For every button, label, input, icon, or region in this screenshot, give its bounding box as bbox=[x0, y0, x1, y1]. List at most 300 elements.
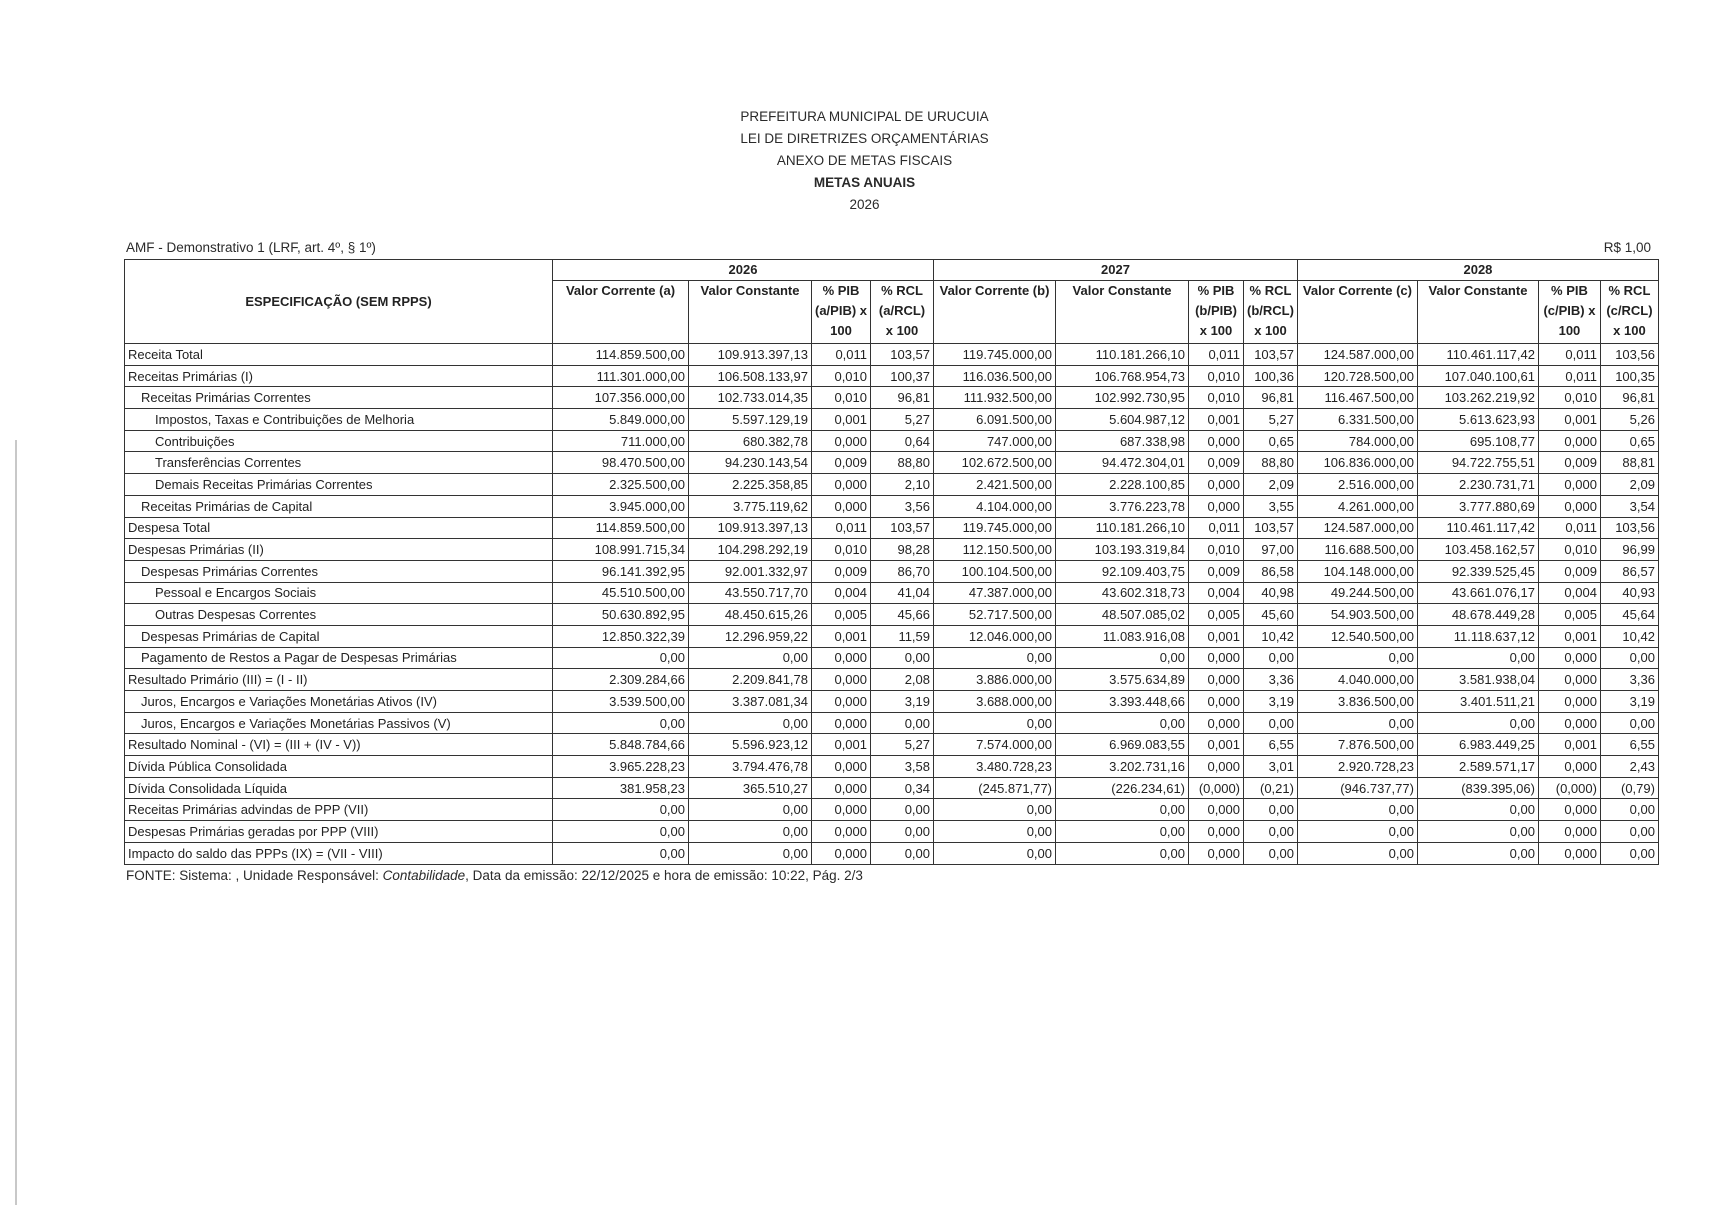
col-valor-constante-2027: Valor Constante bbox=[1056, 281, 1189, 344]
row-value: 680.382,78 bbox=[689, 430, 812, 452]
row-value: 0,00 bbox=[934, 799, 1056, 821]
row-label: Contribuições bbox=[125, 430, 553, 452]
row-value: (0,000) bbox=[1189, 777, 1244, 799]
row-value: 3.539.500,00 bbox=[553, 691, 689, 713]
col-valor-corrente-c: Valor Corrente (c) bbox=[1297, 281, 1417, 344]
row-value: 3.393.448,66 bbox=[1056, 691, 1189, 713]
row-value: 0,000 bbox=[1538, 669, 1600, 691]
row-value: 0,000 bbox=[1538, 691, 1600, 713]
table-row bbox=[125, 539, 1659, 561]
row-value: 43.602.318,73 bbox=[1056, 582, 1189, 604]
row-value: 3.886.000,00 bbox=[934, 669, 1056, 691]
row-value: 3.202.731,16 bbox=[1056, 756, 1189, 778]
row-value: 97,00 bbox=[1244, 539, 1298, 561]
row-value: 6.331.500,00 bbox=[1297, 409, 1417, 431]
row-value: 0,00 bbox=[553, 647, 689, 669]
row-value: 103.193.319,84 bbox=[1056, 539, 1189, 561]
row-value: 107.040.100,61 bbox=[1417, 365, 1538, 387]
row-value: 0,000 bbox=[812, 842, 871, 864]
year-header-2026: 2026 bbox=[553, 260, 934, 281]
row-value: 0,000 bbox=[1538, 495, 1600, 517]
row-value: 0,000 bbox=[1189, 474, 1244, 496]
footer-source bbox=[126, 868, 863, 883]
row-value: 0,000 bbox=[1189, 756, 1244, 778]
row-value: 0,00 bbox=[553, 712, 689, 734]
row-value: 100.104.500,00 bbox=[934, 560, 1056, 582]
row-value: 94.230.143,54 bbox=[689, 452, 812, 474]
row-label: Despesas Primárias de Capital bbox=[125, 625, 553, 647]
row-value: 110.461.117,42 bbox=[1417, 344, 1538, 366]
row-value: 2.309.284,66 bbox=[553, 669, 689, 691]
row-value: 3,36 bbox=[1600, 669, 1658, 691]
row-value: 108.991.715,34 bbox=[553, 539, 689, 561]
row-value: 0,000 bbox=[812, 647, 871, 669]
row-value: 0,00 bbox=[1297, 821, 1417, 843]
row-value: 0,004 bbox=[812, 582, 871, 604]
row-value: 0,001 bbox=[1189, 734, 1244, 756]
row-label: Resultado Primário (III) = (I - II) bbox=[125, 669, 553, 691]
row-value: 0,00 bbox=[1244, 712, 1298, 734]
row-label: Despesa Total bbox=[125, 517, 553, 539]
table-row bbox=[125, 582, 1659, 604]
row-value: 2,10 bbox=[871, 474, 934, 496]
row-value: 102.672.500,00 bbox=[934, 452, 1056, 474]
row-value: 54.903.500,00 bbox=[1297, 604, 1417, 626]
row-value: 4.040.000,00 bbox=[1297, 669, 1417, 691]
row-value: 41,04 bbox=[871, 582, 934, 604]
row-value: 116.467.500,00 bbox=[1297, 387, 1417, 409]
row-value: 0,000 bbox=[1538, 821, 1600, 843]
row-value: 3.575.634,89 bbox=[1056, 669, 1189, 691]
row-value: 5,27 bbox=[1244, 409, 1298, 431]
row-value: 106.836.000,00 bbox=[1297, 452, 1417, 474]
table-body bbox=[125, 344, 1659, 865]
row-label: Dívida Consolidada Líquida bbox=[125, 777, 553, 799]
row-value: 88,80 bbox=[871, 452, 934, 474]
row-value: 114.859.500,00 bbox=[553, 344, 689, 366]
row-value: 3.387.081,34 bbox=[689, 691, 812, 713]
row-value: 0,000 bbox=[812, 777, 871, 799]
row-value: 86,58 bbox=[1244, 560, 1298, 582]
row-value: 0,00 bbox=[1417, 799, 1538, 821]
col-rcl-2028: % RCL (c/RCL) x 100 bbox=[1600, 281, 1658, 344]
row-value: 0,00 bbox=[1600, 842, 1658, 864]
row-value: 0,000 bbox=[812, 495, 871, 517]
row-value: 0,00 bbox=[689, 842, 812, 864]
row-value: 0,009 bbox=[1538, 452, 1600, 474]
row-value: 86,57 bbox=[1600, 560, 1658, 582]
row-label: Receitas Primárias de Capital bbox=[125, 495, 553, 517]
row-value: 3.836.500,00 bbox=[1297, 691, 1417, 713]
row-value: 116.688.500,00 bbox=[1297, 539, 1417, 561]
row-value: 0,011 bbox=[812, 344, 871, 366]
spec-header: ESPECIFICAÇÃO (SEM RPPS) bbox=[125, 260, 553, 344]
row-value: 0,00 bbox=[1244, 821, 1298, 843]
row-value: 124.587.000,00 bbox=[1297, 517, 1417, 539]
row-value: 12.046.000,00 bbox=[934, 625, 1056, 647]
row-value: 12.540.500,00 bbox=[1297, 625, 1417, 647]
demonstrativo-label: AMF - Demonstrativo 1 (LRF, art. 4º, § 1º) bbox=[126, 240, 376, 255]
row-value: 0,000 bbox=[1189, 430, 1244, 452]
row-value: 2.920.728,23 bbox=[1297, 756, 1417, 778]
row-value: 2.228.100,85 bbox=[1056, 474, 1189, 496]
col-valor-constante-2026: Valor Constante bbox=[689, 281, 812, 344]
row-value: 5,27 bbox=[871, 734, 934, 756]
row-value: (946.737,77) bbox=[1297, 777, 1417, 799]
row-value: 103,57 bbox=[1244, 344, 1298, 366]
row-value: 0,00 bbox=[871, 712, 934, 734]
row-value: 0,000 bbox=[1538, 474, 1600, 496]
row-value: 119.745.000,00 bbox=[934, 344, 1056, 366]
row-value: 3.776.223,78 bbox=[1056, 495, 1189, 517]
row-value: 0,000 bbox=[1189, 821, 1244, 843]
row-value: 5.849.000,00 bbox=[553, 409, 689, 431]
row-value: 5.613.623,93 bbox=[1417, 409, 1538, 431]
row-value: 3.401.511,21 bbox=[1417, 691, 1538, 713]
row-value: 110.181.266,10 bbox=[1056, 517, 1189, 539]
header-annex: ANEXO DE METAS FISCAIS bbox=[776, 153, 953, 168]
row-value: 2.589.571,17 bbox=[1417, 756, 1538, 778]
row-label: Despesas Primárias geradas por PPP (VIII) bbox=[125, 821, 553, 843]
col-pib-2028: % PIB (c/PIB) x 100 bbox=[1538, 281, 1600, 344]
table-row bbox=[125, 734, 1659, 756]
row-value: 0,000 bbox=[812, 691, 871, 713]
row-value: 0,004 bbox=[1538, 582, 1600, 604]
row-value: 0,00 bbox=[1600, 647, 1658, 669]
row-value: 0,00 bbox=[1244, 647, 1298, 669]
row-value: 3,54 bbox=[1600, 495, 1658, 517]
row-value: 0,004 bbox=[1189, 582, 1244, 604]
row-value: 5,27 bbox=[871, 409, 934, 431]
row-value: 2.230.731,71 bbox=[1417, 474, 1538, 496]
row-value: 0,00 bbox=[871, 799, 934, 821]
row-value: 0,000 bbox=[1538, 756, 1600, 778]
row-value: 43.550.717,70 bbox=[689, 582, 812, 604]
table-row bbox=[125, 842, 1659, 864]
row-value: 0,00 bbox=[1417, 647, 1538, 669]
row-value: 0,011 bbox=[1538, 344, 1600, 366]
row-value: 0,011 bbox=[812, 517, 871, 539]
row-value: 0,009 bbox=[1189, 452, 1244, 474]
row-value: 0,000 bbox=[1189, 842, 1244, 864]
row-value: 0,00 bbox=[1297, 647, 1417, 669]
row-value: 0,00 bbox=[553, 799, 689, 821]
row-value: 45,64 bbox=[1600, 604, 1658, 626]
row-value: 47.387.000,00 bbox=[934, 582, 1056, 604]
row-value: 0,005 bbox=[1189, 604, 1244, 626]
row-value: 0,010 bbox=[1189, 387, 1244, 409]
row-value: 711.000,00 bbox=[553, 430, 689, 452]
row-value: 111.301.000,00 bbox=[553, 365, 689, 387]
table-row bbox=[125, 777, 1659, 799]
row-value: 0,65 bbox=[1600, 430, 1658, 452]
row-value: 6,55 bbox=[1600, 734, 1658, 756]
table-row bbox=[125, 560, 1659, 582]
row-value: 120.728.500,00 bbox=[1297, 365, 1417, 387]
col-valor-corrente-a: Valor Corrente (a) bbox=[553, 281, 689, 344]
row-value: 6.969.083,55 bbox=[1056, 734, 1189, 756]
row-value: 0,010 bbox=[1538, 539, 1600, 561]
table-row bbox=[125, 821, 1659, 843]
row-value: 107.356.000,00 bbox=[553, 387, 689, 409]
row-label: Despesas Primárias Correntes bbox=[125, 560, 553, 582]
table-row bbox=[125, 756, 1659, 778]
row-value: 11,59 bbox=[871, 625, 934, 647]
metas-anuais-table bbox=[124, 259, 1659, 865]
table-row bbox=[125, 495, 1659, 517]
row-value: 43.661.076,17 bbox=[1417, 582, 1538, 604]
row-value: 0,00 bbox=[1417, 842, 1538, 864]
row-value: 40,98 bbox=[1244, 582, 1298, 604]
row-value: 7.574.000,00 bbox=[934, 734, 1056, 756]
row-value: 0,00 bbox=[1056, 842, 1189, 864]
row-value: 3,01 bbox=[1244, 756, 1298, 778]
row-value: 2.225.358,85 bbox=[689, 474, 812, 496]
row-label: Juros, Encargos e Variações Monetárias Passivos (V) bbox=[125, 712, 553, 734]
row-value: 0,000 bbox=[812, 669, 871, 691]
row-value: 0,011 bbox=[1538, 517, 1600, 539]
row-value: 0,00 bbox=[871, 842, 934, 864]
row-value: 3,56 bbox=[871, 495, 934, 517]
row-value: 110.181.266,10 bbox=[1056, 344, 1189, 366]
row-value: 0,011 bbox=[1189, 344, 1244, 366]
row-value: 0,00 bbox=[871, 647, 934, 669]
row-value: 0,000 bbox=[1189, 647, 1244, 669]
row-value: 49.244.500,00 bbox=[1297, 582, 1417, 604]
row-value: 0,000 bbox=[1538, 430, 1600, 452]
row-value: 40,93 bbox=[1600, 582, 1658, 604]
row-value: 50.630.892,95 bbox=[553, 604, 689, 626]
row-value: 4.104.000,00 bbox=[934, 495, 1056, 517]
row-value: 11.083.916,08 bbox=[1056, 625, 1189, 647]
row-value: (226.234,61) bbox=[1056, 777, 1189, 799]
row-value: 747.000,00 bbox=[934, 430, 1056, 452]
row-value: 0,009 bbox=[1538, 560, 1600, 582]
row-label: Pagamento de Restos a Pagar de Despesas Primárias bbox=[125, 647, 553, 669]
row-value: 0,00 bbox=[1600, 799, 1658, 821]
table-row bbox=[125, 669, 1659, 691]
row-value: 3,55 bbox=[1244, 495, 1298, 517]
table-row bbox=[125, 647, 1659, 669]
row-value: 3.965.228,23 bbox=[553, 756, 689, 778]
row-value: 0,00 bbox=[689, 799, 812, 821]
row-value: 0,010 bbox=[1538, 387, 1600, 409]
footer-unit: Contabilidade bbox=[382, 868, 466, 883]
row-value: 784.000,00 bbox=[1297, 430, 1417, 452]
row-value: 0,00 bbox=[871, 821, 934, 843]
row-value: 48.507.085,02 bbox=[1056, 604, 1189, 626]
row-value: 103,57 bbox=[871, 517, 934, 539]
footer-suffix: , Data da emissão: 22/12/2025 e hora de emissão: 10:22, Pág. 2/3 bbox=[465, 868, 863, 883]
row-value: 109.913.397,13 bbox=[689, 517, 812, 539]
row-value: 98,28 bbox=[871, 539, 934, 561]
row-value: 3,19 bbox=[1244, 691, 1298, 713]
row-value: 0,00 bbox=[1056, 712, 1189, 734]
row-value: 0,011 bbox=[1189, 517, 1244, 539]
row-value: 3,19 bbox=[1600, 691, 1658, 713]
table-row bbox=[125, 799, 1659, 821]
row-value: 0,00 bbox=[934, 712, 1056, 734]
row-value: 3.581.938,04 bbox=[1417, 669, 1538, 691]
row-value: 48.450.615,26 bbox=[689, 604, 812, 626]
row-value: 7.876.500,00 bbox=[1297, 734, 1417, 756]
row-value: 0,001 bbox=[1538, 734, 1600, 756]
row-value: 0,001 bbox=[1538, 409, 1600, 431]
table-row bbox=[125, 452, 1659, 474]
row-value: 96,81 bbox=[1600, 387, 1658, 409]
row-value: 12.296.959,22 bbox=[689, 625, 812, 647]
row-value: 0,010 bbox=[812, 539, 871, 561]
row-label: Impostos, Taxas e Contribuições de Melhoria bbox=[125, 409, 553, 431]
row-value: (245.871,77) bbox=[934, 777, 1056, 799]
row-value: 106.508.133,97 bbox=[689, 365, 812, 387]
row-value: 6,55 bbox=[1244, 734, 1298, 756]
row-value: 6.983.449,25 bbox=[1417, 734, 1538, 756]
row-value: 0,00 bbox=[1056, 647, 1189, 669]
header-law: LEI DE DIRETRIZES ORÇAMENTÁRIAS bbox=[740, 131, 989, 146]
footer-prefix: FONTE: Sistema: , Unidade Responsável: bbox=[126, 868, 383, 883]
row-value: 2.325.500,00 bbox=[553, 474, 689, 496]
row-label: Outras Despesas Correntes bbox=[125, 604, 553, 626]
table-row bbox=[125, 430, 1659, 452]
row-value: 0,00 bbox=[1417, 712, 1538, 734]
row-value: 0,000 bbox=[812, 430, 871, 452]
row-value: 102.733.014,35 bbox=[689, 387, 812, 409]
row-value: 0,009 bbox=[1189, 560, 1244, 582]
row-value: 100,35 bbox=[1600, 365, 1658, 387]
row-value: 0,000 bbox=[812, 712, 871, 734]
row-value: 0,009 bbox=[812, 452, 871, 474]
row-value: 365.510,27 bbox=[689, 777, 812, 799]
row-label: Pessoal e Encargos Sociais bbox=[125, 582, 553, 604]
row-value: 0,005 bbox=[1538, 604, 1600, 626]
row-label: Receitas Primárias Correntes bbox=[125, 387, 553, 409]
row-label: Receita Total bbox=[125, 344, 553, 366]
row-value: 114.859.500,00 bbox=[553, 517, 689, 539]
row-value: 116.036.500,00 bbox=[934, 365, 1056, 387]
row-value: 0,00 bbox=[1244, 842, 1298, 864]
row-value: 0,010 bbox=[812, 365, 871, 387]
row-value: 100,36 bbox=[1244, 365, 1298, 387]
row-value: 0,010 bbox=[1189, 365, 1244, 387]
row-value: 94.472.304,01 bbox=[1056, 452, 1189, 474]
row-value: 687.338,98 bbox=[1056, 430, 1189, 452]
row-value: 12.850.322,39 bbox=[553, 625, 689, 647]
row-value: 96,99 bbox=[1600, 539, 1658, 561]
row-value: 10,42 bbox=[1244, 625, 1298, 647]
row-label: Receitas Primárias (I) bbox=[125, 365, 553, 387]
row-value: 45,66 bbox=[871, 604, 934, 626]
row-value: 102.992.730,95 bbox=[1056, 387, 1189, 409]
row-value: 0,000 bbox=[1538, 647, 1600, 669]
row-value: (0,000) bbox=[1538, 777, 1600, 799]
row-value: (0,21) bbox=[1244, 777, 1298, 799]
row-value: 3,36 bbox=[1244, 669, 1298, 691]
row-value: 0,00 bbox=[934, 821, 1056, 843]
row-value: 0,00 bbox=[934, 647, 1056, 669]
row-value: 0,001 bbox=[812, 625, 871, 647]
row-value: 0,34 bbox=[871, 777, 934, 799]
row-value: 3.480.728,23 bbox=[934, 756, 1056, 778]
year-header-2028: 2028 bbox=[1297, 260, 1658, 281]
row-value: 92.001.332,97 bbox=[689, 560, 812, 582]
row-value: 0,00 bbox=[1297, 842, 1417, 864]
row-value: 92.339.525,45 bbox=[1417, 560, 1538, 582]
row-value: 103.458.162,57 bbox=[1417, 539, 1538, 561]
row-value: 0,000 bbox=[812, 756, 871, 778]
row-value: 0,009 bbox=[812, 560, 871, 582]
row-value: 94.722.755,51 bbox=[1417, 452, 1538, 474]
row-value: 5,26 bbox=[1600, 409, 1658, 431]
row-value: 10,42 bbox=[1600, 625, 1658, 647]
row-value: 2.421.500,00 bbox=[934, 474, 1056, 496]
row-value: 0,00 bbox=[1297, 799, 1417, 821]
row-value: 0,001 bbox=[812, 734, 871, 756]
row-label: Impacto do saldo das PPPs (IX) = (VII - VIII) bbox=[125, 842, 553, 864]
row-value: 103,56 bbox=[1600, 344, 1658, 366]
row-value: 103,56 bbox=[1600, 517, 1658, 539]
row-value: 88,81 bbox=[1600, 452, 1658, 474]
row-value: 0,00 bbox=[1600, 712, 1658, 734]
row-value: 2,08 bbox=[871, 669, 934, 691]
row-value: 0,000 bbox=[812, 474, 871, 496]
row-value: 2.516.000,00 bbox=[1297, 474, 1417, 496]
year-header-2027: 2027 bbox=[934, 260, 1298, 281]
row-value: 0,000 bbox=[1538, 799, 1600, 821]
row-value: 88,80 bbox=[1244, 452, 1298, 474]
row-value: 0,000 bbox=[1189, 691, 1244, 713]
row-value: 48.678.449,28 bbox=[1417, 604, 1538, 626]
col-valor-corrente-b: Valor Corrente (b) bbox=[934, 281, 1056, 344]
row-value: 92.109.403,75 bbox=[1056, 560, 1189, 582]
row-value: 0,010 bbox=[1189, 539, 1244, 561]
row-value: 103,57 bbox=[1244, 517, 1298, 539]
row-label: Despesas Primárias (II) bbox=[125, 539, 553, 561]
row-value: 4.261.000,00 bbox=[1297, 495, 1417, 517]
row-value: 110.461.117,42 bbox=[1417, 517, 1538, 539]
row-value: 3.777.880,69 bbox=[1417, 495, 1538, 517]
row-value: 3.945.000,00 bbox=[553, 495, 689, 517]
row-value: 96.141.392,95 bbox=[553, 560, 689, 582]
table-row bbox=[125, 625, 1659, 647]
row-value: 52.717.500,00 bbox=[934, 604, 1056, 626]
table-row bbox=[125, 712, 1659, 734]
row-value: 0,00 bbox=[553, 821, 689, 843]
row-value: 2,43 bbox=[1600, 756, 1658, 778]
row-value: 0,001 bbox=[1189, 409, 1244, 431]
row-value: 112.150.500,00 bbox=[934, 539, 1056, 561]
row-value: 2,09 bbox=[1600, 474, 1658, 496]
row-value: 104.148.000,00 bbox=[1297, 560, 1417, 582]
row-value: 0,00 bbox=[1297, 712, 1417, 734]
table-row bbox=[125, 517, 1659, 539]
row-value: 3.688.000,00 bbox=[934, 691, 1056, 713]
row-value: 0,000 bbox=[1189, 495, 1244, 517]
row-label: Transferências Correntes bbox=[125, 452, 553, 474]
row-value: 5.597.129,19 bbox=[689, 409, 812, 431]
row-value: 0,00 bbox=[934, 842, 1056, 864]
col-rcl-2026: % RCL (a/RCL) x 100 bbox=[871, 281, 934, 344]
row-value: 2,09 bbox=[1244, 474, 1298, 496]
row-value: 0,00 bbox=[1056, 821, 1189, 843]
row-value: 96,81 bbox=[1244, 387, 1298, 409]
row-value: 0,000 bbox=[812, 821, 871, 843]
row-value: 0,00 bbox=[1056, 799, 1189, 821]
row-value: 5.604.987,12 bbox=[1056, 409, 1189, 431]
row-value: 0,00 bbox=[689, 821, 812, 843]
header-municipality: PREFEITURA MUNICIPAL DE URUCUIA bbox=[740, 109, 989, 124]
document-header bbox=[0, 106, 1729, 216]
